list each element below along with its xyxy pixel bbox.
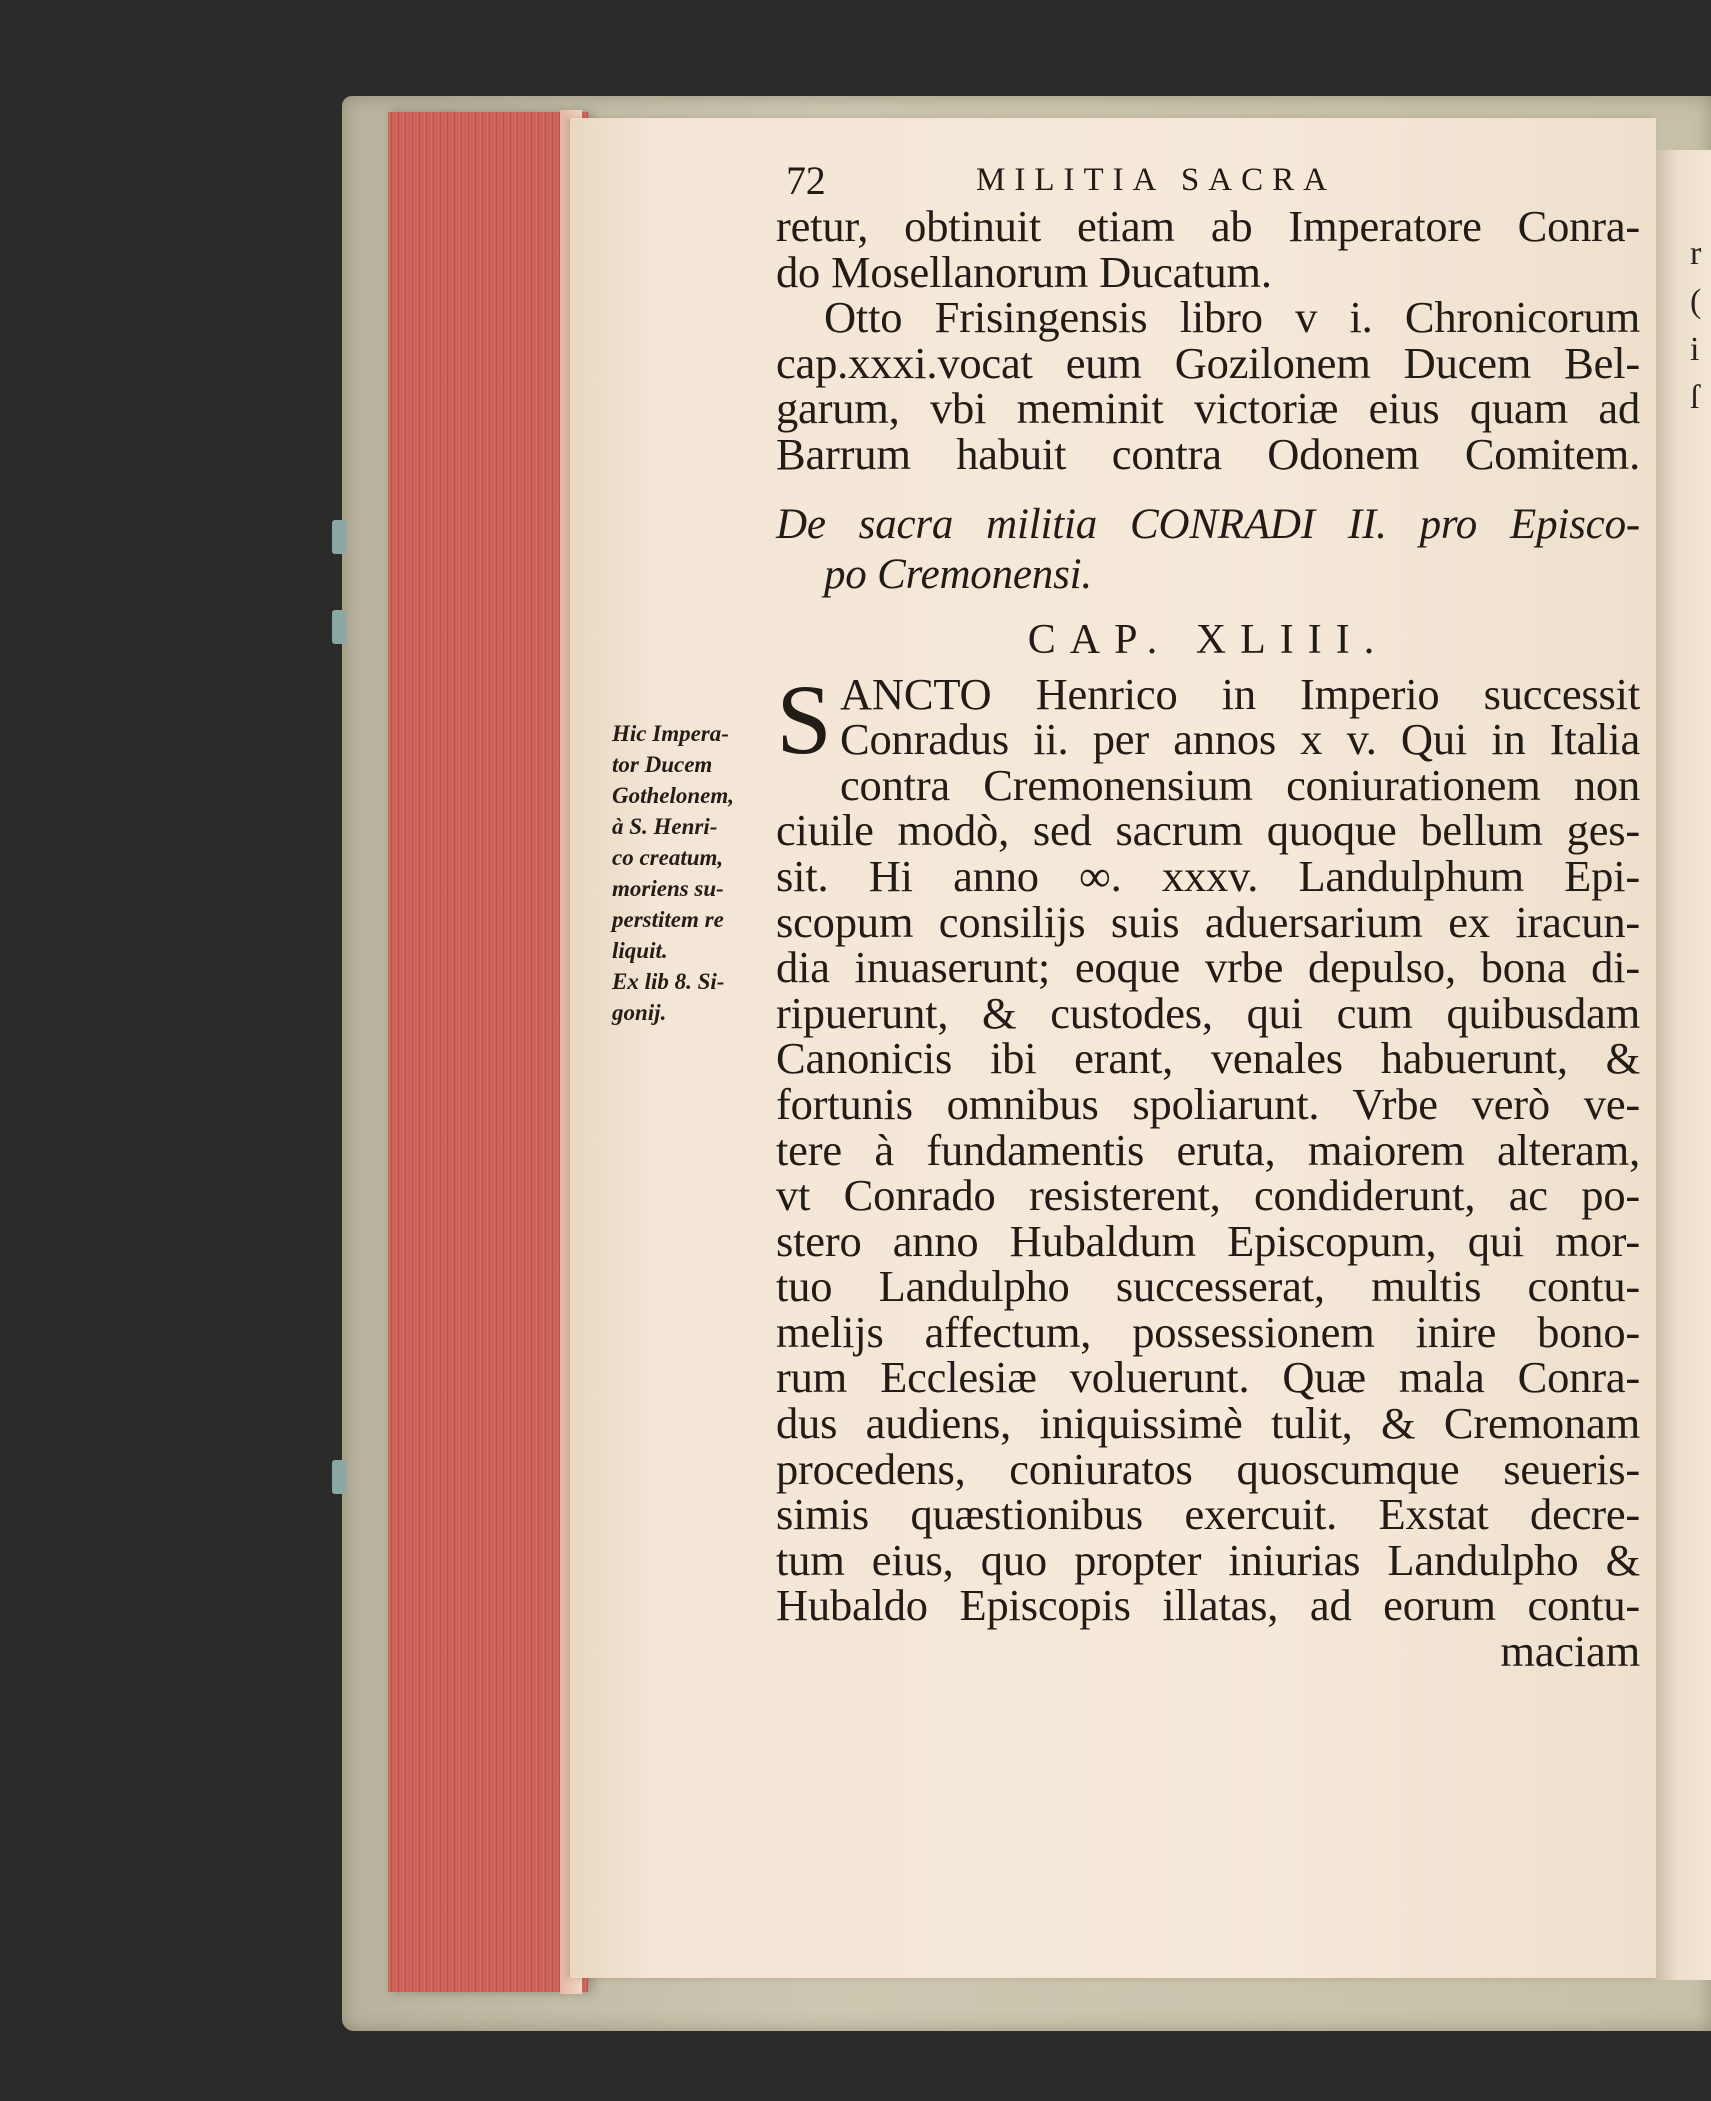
marginal-line: perstitem re: [612, 907, 724, 932]
marginal-line: Ex lib 8. Si-: [612, 969, 725, 994]
text-line: Conradus ii. per annos x v. Qui in Italia: [840, 714, 1640, 765]
fragment: i: [1690, 331, 1700, 368]
fragment: r: [1690, 235, 1702, 272]
text-line: ANCTO Henrico in Imperio successit: [840, 668, 1640, 719]
text-line: sit. Hi anno ∞. xxxv. Landulphum Epi-: [776, 850, 1640, 901]
marginal-line: à S. Henri-: [612, 814, 718, 839]
red-page-edges: [388, 112, 588, 1992]
text-line: rum Ecclesiæ voluerunt. Quæ mala Conra-: [776, 1352, 1640, 1403]
text-line: dus audiens, iniquissimè tulit, & Cremonam: [776, 1398, 1640, 1449]
text-line: Hubaldo Episcopis illatas, ad eorum contu-: [776, 1580, 1640, 1631]
text-line: Barrum habuit contra Odonem Comitem.: [776, 428, 1640, 479]
text-line: tuo Landulpho successerat, multis contu-: [776, 1261, 1640, 1312]
main-text-block: [776, 158, 1640, 1675]
text-line: procedens, coniuratos quoscumque seueris-: [776, 1443, 1640, 1494]
text-line: cap.xxxi.vocat eum Gozilonem Ducem Bel-: [776, 337, 1640, 388]
marginal-line: co creatum,: [612, 845, 724, 870]
page-header: [776, 158, 1640, 204]
text-line: melijs affectum, possessionem inire bono-: [776, 1306, 1640, 1357]
text-line: simis quæstionibus exercuit. Exstat decre-: [776, 1489, 1640, 1540]
marginal-line: Hic Impera-: [612, 721, 729, 746]
clasp-tie-lower: [332, 1460, 346, 1494]
drop-initial: S: [776, 663, 832, 775]
fragment: ſ: [1690, 379, 1700, 416]
marginal-line: liquit.: [612, 938, 668, 963]
facing-page-edge: [1656, 150, 1711, 1980]
running-title: MILITIA SACRA: [976, 162, 1336, 198]
facing-page-fragments: [1690, 230, 1711, 422]
text-line: vt Conrado resisterent, condiderunt, ac po-: [776, 1170, 1640, 1221]
marginal-note: [612, 718, 772, 1028]
clasp-tie-middle: [332, 610, 346, 644]
catchword: maciam: [1500, 1626, 1640, 1677]
chapter-opening: [776, 663, 1640, 775]
text-line: scopum consilijs suis aduersarium ex iracun-: [776, 896, 1640, 947]
marginal-line: moriens su-: [612, 876, 724, 901]
text-line: garum, vbi meminit victoriæ eius quam ad: [776, 383, 1640, 434]
marginal-line: Gothelonem,: [612, 783, 735, 808]
clasp-tie-upper: [332, 520, 346, 554]
heading-line: De sacra militia CONRADI II. pro Episco-: [776, 500, 1640, 548]
text-line: tum eius, quo propter iniurias Landulpho &: [776, 1534, 1640, 1585]
text-line: Otto Frisingensis libro v i. Chronicorum: [824, 292, 1640, 343]
text-line: stero anno Hubaldum Episcopum, qui mor-: [776, 1215, 1640, 1266]
heading-line: po Cremonensi.: [824, 550, 1092, 598]
text-line: dia inuaserunt; eoque vrbe depulso, bona di-: [776, 942, 1640, 993]
page-number: 72: [786, 158, 826, 203]
text-line: Canonicis ibi erant, venales habuerunt, &: [776, 1033, 1640, 1084]
text-line: ripuerunt, & custodes, qui cum quibusdam: [776, 987, 1640, 1038]
section-heading: [776, 500, 1640, 600]
marginal-line: gonij.: [612, 1000, 667, 1025]
text-line: ciuile modò, sed sacrum quoque bellum ges-: [776, 805, 1640, 856]
text-line: retur, obtinuit etiam ab Imperatore Conra-: [776, 201, 1640, 251]
text-line: fortunis omnibus spoliarunt. Vrbe verò ve-: [776, 1078, 1640, 1129]
chapter-number: CAP. XLIII.: [1027, 616, 1389, 663]
marginal-line: tor Ducem: [612, 752, 713, 777]
fragment: (: [1690, 283, 1702, 320]
text-line: contra Cremonensium coniurationem non: [840, 759, 1640, 810]
text-line: do Mosellanorum Ducatum.: [776, 246, 1272, 297]
text-line: tere à fundamentis eruta, maiorem alteram,: [776, 1124, 1640, 1175]
